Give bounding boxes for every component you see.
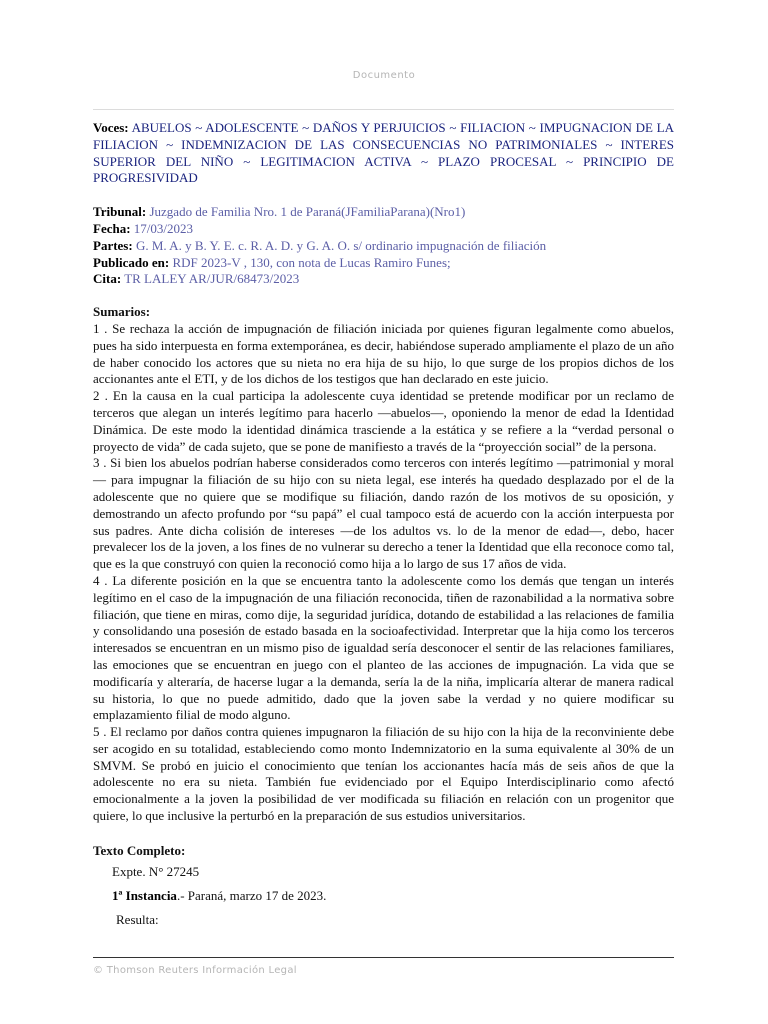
- partes-label: Partes:: [93, 237, 133, 253]
- footer-divider: [93, 957, 674, 958]
- tribunal-label: Tribunal:: [93, 204, 147, 220]
- partes-row: [93, 238, 674, 255]
- instancia-label: 1ª Instancia: [112, 888, 177, 904]
- sumarios-heading: Sumarios:: [93, 304, 151, 320]
- resulta-line: Resulta:: [116, 912, 159, 928]
- document-body: [93, 120, 674, 929]
- tribunal-link[interactable]: Juzgado de Familia Nro. 1 de Paraná(JFamiliaParana)(Nro1): [149, 204, 466, 220]
- sumario-item: 5 . El reclamo por daños contra quienes impugnaron la filiación de su hijo con la hija de la reconviniente debe ser acogido en su totalidad, estableciendo como monto Indemnizatorio en la suma equivalente al 30% de un SMVM. Se probó en juicio el conocimiento que tenían los accionantes hacía más de seis años de que la adolescente no era su nieta. También fue evidenciado por el Equipo Interdisciplinario como afectó emocionalmente a la joven la posibilidad de ver modificada su filiación en relación con un progenitor que quiere, lo que inclusive la perturbó en la preparación de sus estudios universitarios.: [93, 724, 674, 824]
- voces-section: [93, 120, 674, 187]
- fecha-row: [93, 221, 674, 238]
- sumario-item: 1 . Se rechaza la acción de impugnación de filiación iniciada por quienes figuran legalmente como abuelos, pues ha sido interpuesta en forma extemporánea, es decir, habiéndose superado ampliamente el plazo de un año de haber conocido los actores que su nieta no era hija de su hijo, lo que surge de los propios dichos de los accionantes ante el ETI, y de los dichos de los testigos que han declarado en este juicio.: [93, 320, 674, 387]
- publicado-row: [93, 255, 674, 272]
- cita-link[interactable]: TR LALEY AR/JUR/68473/2023: [124, 271, 300, 287]
- fecha-value[interactable]: 17/03/2023: [133, 220, 194, 236]
- page-header-title: Documento: [352, 70, 416, 81]
- sumario-item: 4 . La diferente posición en la que se encuentra tanto la adolescente como los demás que tengan un interés legítimo en el caso de la impugnación de una filiación reconocida, tiñen de razonabilidad a la normativa sobre filiación, que tiene en miras, como dije, la seguridad jurídica, dotando de estabilidad a las relaciones de familia y consolidando una posesión de estado basada en la socioafectividad. Interpretar que la hija como los terceros interesados se encuentran en un mismo piso de igualdad sería desconocer el sentir de las relaciones familiares, las emociones que se encuentran en juego con el planteo de las acciones de impugnación. La vida que se modificaría y alteraría, de hacerse lugar a la demanda, sería la de la niña, implicaría alterar de manera radical su historia, lo que no puede admitido, dado que la joven sabe la verdad y no quiere modificar su emplazamiento filial de modo alguno.: [93, 572, 674, 723]
- cita-label: Cita:: [93, 271, 122, 287]
- tribunal-row: [93, 204, 674, 221]
- publicado-label: Publicado en:: [93, 254, 170, 270]
- voces-keywords[interactable]: ABUELOS ~ ADOLESCENTE ~ DAÑOS Y PERJUICIOS ~ FILIACION ~ IMPUGNACION DE LA FILIACION ~ INDEMNIZACION DE LAS CONSECUENCIAS NO PATRIMONIALES ~ INTERES SUPERIOR DEL NIÑO ~ LEGITIMACION ACTIVA ~ PLAZO PROCESAL ~ PRINCIPIO DE PROGRESIVIDAD: [93, 120, 674, 186]
- expediente-number: Expte. N° 27245: [112, 863, 200, 879]
- publicado-link[interactable]: RDF 2023-V , 130, con nota de Lucas Ramiro Funes;: [172, 254, 451, 270]
- partes-value[interactable]: G. M. A. y B. Y. E. c. R. A. D. y G. A. O. s/ ordinario impugnación de filiación: [135, 237, 547, 253]
- voces-label: Voces:: [93, 120, 129, 135]
- footer-copyright: © Thomson Reuters Información Legal: [93, 965, 297, 976]
- texto-completo-heading: Texto Completo:: [93, 842, 186, 858]
- instancia-line: [93, 888, 674, 905]
- sumario-item: 3 . Si bien los abuelos podrían haberse considerados como terceros con interés legítimo —patrimonial y moral— para impugnar la filiación de su hijo con su nieta legal, ese interés ha quedado desplazado por el de la adolescente que no quiere que se modifique su filiación, dando razón de los motivos de su oposición, y demostrando un afecto profundo por “su papá” el cual tampoco está de acuerdo con la acción interpuesta por sus padres. Ante dicha colisión de intereses —de los adultos vs. lo de la menor de edad—, debo, hacer prevalecer los de la joven, a los fines de no vulnerar su derecho a tener la Identidad que ella reconoce como tal, que es la que construyó con quien la reconoció como hija a lo largo de sus 17 años de vida.: [93, 455, 674, 572]
- fecha-label: Fecha:: [93, 220, 131, 236]
- instancia-text: .- Paraná, marzo 17 de 2023.: [176, 888, 327, 904]
- sumario-item: 2 . En la causa en la cual participa la adolescente cuya identidad se pretende modificar por un reclamo de terceros que alegan un interés legítimo para hacerlo —abuelos—, oponiendo la menor de edad la Identidad Dinámica. De este modo la identidad dinámica trasciende a la estática y se refiere a la “verdad personal o proyecto de vida” de cada sujeto, que se pone de manifiesto a través de la “proyección social” de la persona.: [93, 388, 674, 454]
- metadata-block: [93, 204, 674, 288]
- cita-row: [93, 271, 674, 288]
- header-divider: [93, 109, 674, 110]
